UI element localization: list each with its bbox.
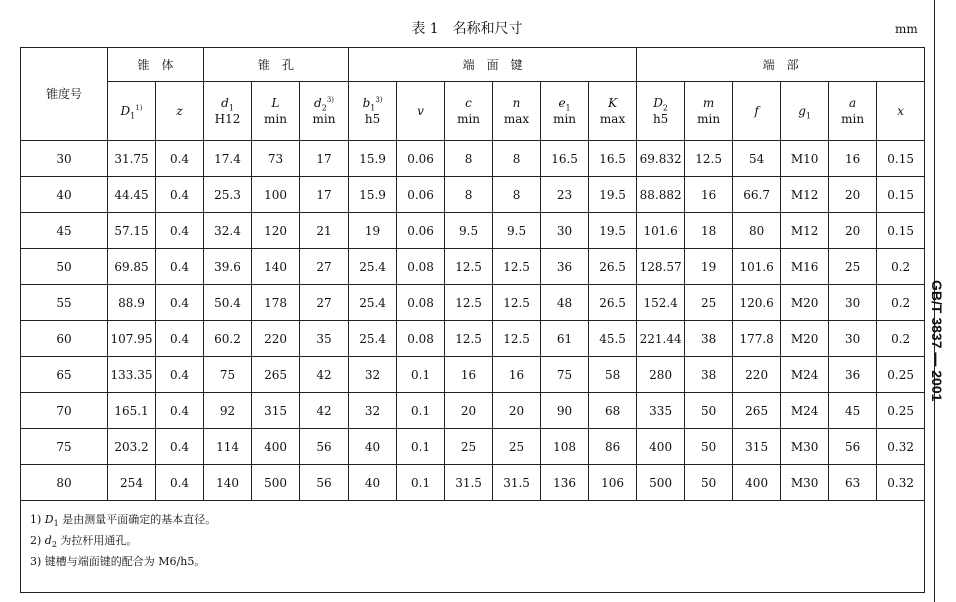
value-cell: 106 (589, 465, 637, 501)
value-cell: 108 (541, 429, 589, 465)
value-cell: 56 (300, 465, 349, 501)
value-cell: 0.1 (397, 393, 445, 429)
value-cell: M30 (781, 429, 829, 465)
value-cell: 203.2 (108, 429, 156, 465)
header-symbol-cell (541, 82, 589, 141)
footnote-ref: 3) (326, 96, 335, 104)
header-symbol-cell (445, 82, 493, 141)
footnote-ref: 1) (135, 104, 143, 112)
value-cell: 57.15 (108, 213, 156, 249)
value-cell: 16 (685, 177, 733, 213)
value-cell: 0.4 (156, 177, 204, 213)
value-cell: 12.5 (445, 321, 493, 357)
value-cell: 0.32 (877, 465, 925, 501)
value-cell: 15.9 (349, 177, 397, 213)
value-cell: 30 (541, 213, 589, 249)
footnote-line (30, 509, 924, 530)
symbol: v (417, 104, 424, 118)
value-cell: 8 (493, 177, 541, 213)
header-symbol-cell (781, 82, 829, 141)
value-cell: 220 (733, 357, 781, 393)
symbol-line (108, 103, 155, 119)
taper-number-cell: 55 (21, 285, 108, 321)
symbol: f (754, 104, 759, 118)
value-cell: M12 (781, 213, 829, 249)
value-cell: 16.5 (541, 141, 589, 177)
header-symbol-cell (829, 82, 877, 141)
value-cell: 165.1 (108, 393, 156, 429)
value-cell: 265 (252, 357, 300, 393)
value-cell: 16 (493, 357, 541, 393)
symbol-line (589, 95, 636, 111)
value-cell: 107.95 (108, 321, 156, 357)
symbol: n (512, 96, 521, 110)
value-cell: 19.5 (589, 213, 637, 249)
symbol-line (204, 95, 251, 111)
value-cell: M16 (781, 249, 829, 285)
value-cell: 0.4 (156, 213, 204, 249)
value-cell: 8 (445, 177, 493, 213)
symbol: a (849, 96, 857, 110)
symbol-line (397, 103, 444, 119)
value-cell: 20 (445, 393, 493, 429)
value-cell: 25 (493, 429, 541, 465)
value-cell: 56 (829, 429, 877, 465)
value-cell: 50 (685, 465, 733, 501)
value-cell: 0.1 (397, 429, 445, 465)
header-symbol-cell (877, 82, 925, 141)
taper-number-cell: 65 (21, 357, 108, 393)
value-cell: 66.7 (733, 177, 781, 213)
value-cell: 335 (637, 393, 685, 429)
value-cell: 280 (637, 357, 685, 393)
value-cell: 42 (300, 393, 349, 429)
value-cell: 140 (252, 249, 300, 285)
value-cell: 136 (541, 465, 589, 501)
table-row (21, 393, 925, 429)
value-cell: 31.5 (493, 465, 541, 501)
value-cell: 25 (829, 249, 877, 285)
value-cell: M30 (781, 465, 829, 501)
symbol: c (465, 96, 472, 110)
symbol-subscript: 2 (321, 103, 327, 113)
footnote-ref: 3) (375, 96, 383, 104)
footnote-text: 是由测量平面确定的基本直径。 (58, 513, 217, 526)
value-cell: 0.25 (877, 357, 925, 393)
value-cell: 88.882 (637, 177, 685, 213)
value-cell: 88.9 (108, 285, 156, 321)
header-group-row (21, 48, 925, 82)
value-cell: 36 (829, 357, 877, 393)
value-cell: 23 (541, 177, 589, 213)
value-cell: 75 (204, 357, 252, 393)
value-cell: 0.06 (397, 141, 445, 177)
dimensions-table (20, 47, 925, 593)
symbol-subscript: 2 (662, 103, 668, 113)
table-row (21, 177, 925, 213)
value-cell: 0.4 (156, 141, 204, 177)
value-cell: 9.5 (445, 213, 493, 249)
value-cell: 40 (349, 429, 397, 465)
value-cell: 61 (541, 321, 589, 357)
value-cell: 20 (829, 177, 877, 213)
value-cell: M20 (781, 285, 829, 321)
value-cell: 254 (108, 465, 156, 501)
tolerance-label: min (312, 112, 336, 126)
value-cell: 128.57 (637, 249, 685, 285)
value-cell: 265 (733, 393, 781, 429)
value-cell: 69.832 (637, 141, 685, 177)
symbol: D (120, 104, 131, 118)
footnote-prefix: 1) (30, 513, 45, 526)
symbol-subscript: 1 (130, 111, 136, 121)
taper-number-cell: 70 (21, 393, 108, 429)
value-cell: 140 (204, 465, 252, 501)
value-cell: 54 (733, 141, 781, 177)
symbol: K (608, 96, 618, 110)
header-symbol-cell (685, 82, 733, 141)
symbol-line (252, 95, 299, 111)
value-cell: M20 (781, 321, 829, 357)
value-cell: 0.08 (397, 249, 445, 285)
tolerance-label: max (599, 112, 626, 126)
value-cell: 101.6 (637, 213, 685, 249)
value-cell: 0.2 (877, 249, 925, 285)
symbol: b (362, 96, 371, 110)
value-cell: 20 (493, 393, 541, 429)
value-cell: 38 (685, 321, 733, 357)
table-row (21, 285, 925, 321)
symbol: L (271, 96, 280, 110)
tolerance-label: h5 (364, 112, 381, 126)
table-row (21, 141, 925, 177)
unit-label: mm (895, 22, 918, 36)
value-cell: 12.5 (493, 321, 541, 357)
value-cell: 44.45 (108, 177, 156, 213)
value-cell: 50.4 (204, 285, 252, 321)
header-symbol-row (21, 82, 925, 141)
value-cell: 9.5 (493, 213, 541, 249)
value-cell: 0.2 (877, 285, 925, 321)
value-cell: 63 (829, 465, 877, 501)
taper-number-cell: 40 (21, 177, 108, 213)
value-cell: 12.5 (493, 285, 541, 321)
footnote-text: 键槽与端面键的配合为 M6/h5。 (44, 555, 206, 568)
value-cell: 152.4 (637, 285, 685, 321)
symbol: D (653, 96, 663, 110)
value-cell: 17 (300, 177, 349, 213)
value-cell: 0.1 (397, 465, 445, 501)
symbol-line (156, 103, 203, 119)
table-row (21, 465, 925, 501)
value-cell: 50 (685, 393, 733, 429)
table-row (21, 213, 925, 249)
value-cell: 0.1 (397, 357, 445, 393)
value-cell: 16.5 (589, 141, 637, 177)
value-cell: 0.08 (397, 285, 445, 321)
value-cell: 0.15 (877, 141, 925, 177)
taper-number-cell: 45 (21, 213, 108, 249)
symbol-line (300, 95, 348, 111)
value-cell: 90 (541, 393, 589, 429)
value-cell: 8 (493, 141, 541, 177)
tolerance-label: min (553, 112, 577, 126)
table-row (21, 357, 925, 393)
symbol-line (493, 95, 540, 111)
standard-number-label: GB/T 3837 — 2001 (929, 280, 945, 402)
footnote-line (30, 551, 924, 572)
value-cell: 133.35 (108, 357, 156, 393)
value-cell: 17 (300, 141, 349, 177)
value-cell: 20 (829, 213, 877, 249)
tolerance-label: min (697, 112, 721, 126)
value-cell: 30 (829, 285, 877, 321)
value-cell: M10 (781, 141, 829, 177)
value-cell: 48 (541, 285, 589, 321)
taper-number-cell: 30 (21, 141, 108, 177)
value-cell: 0.08 (397, 321, 445, 357)
value-cell: 25 (445, 429, 493, 465)
footnote-prefix: 2) (30, 534, 45, 547)
tolerance-label: max (503, 112, 530, 126)
value-cell: 69.85 (108, 249, 156, 285)
header-symbol-cell (637, 82, 685, 141)
value-cell: 39.6 (204, 249, 252, 285)
symbol-line (349, 95, 396, 111)
value-cell: 25 (685, 285, 733, 321)
footnotes (21, 501, 925, 593)
symbol: z (176, 104, 183, 118)
header-group-face-key: 端 面 键 (349, 48, 637, 82)
header-symbol-cell (349, 82, 397, 141)
value-cell: 500 (637, 465, 685, 501)
symbol: d (221, 96, 229, 110)
value-cell: 0.4 (156, 321, 204, 357)
value-cell: 177.8 (733, 321, 781, 357)
header-symbol-cell (397, 82, 445, 141)
value-cell: 19 (349, 213, 397, 249)
value-cell: 12.5 (445, 285, 493, 321)
taper-number-cell: 80 (21, 465, 108, 501)
tolerance-label: h5 (652, 112, 669, 126)
symbol: d (314, 96, 322, 110)
value-cell: 17.4 (204, 141, 252, 177)
footnote-text: 为拉杆用通孔。 (56, 534, 138, 547)
value-cell: 50 (685, 429, 733, 465)
value-cell: 25.4 (349, 285, 397, 321)
taper-number-cell: 75 (21, 429, 108, 465)
value-cell: 114 (204, 429, 252, 465)
tolerance-label: min (841, 112, 865, 126)
header-group-end: 端 部 (637, 48, 925, 82)
header-symbol-cell (252, 82, 300, 141)
value-cell: 80 (733, 213, 781, 249)
value-cell: 0.4 (156, 393, 204, 429)
table-row (21, 249, 925, 285)
value-cell: 0.4 (156, 249, 204, 285)
value-cell: 35 (300, 321, 349, 357)
value-cell: 120.6 (733, 285, 781, 321)
symbol-line (733, 103, 780, 119)
symbol-subscript: 1 (805, 111, 812, 121)
symbol-line (685, 95, 732, 111)
tolerance-label: H12 (214, 112, 241, 126)
value-cell: 31.75 (108, 141, 156, 177)
value-cell: 19 (685, 249, 733, 285)
footnote-symbol: d (44, 534, 52, 547)
value-cell: 16 (829, 141, 877, 177)
symbol-subscript: 1 (370, 103, 376, 113)
header-symbol-cell (493, 82, 541, 141)
header-symbol-cell (156, 82, 204, 141)
value-cell: 56 (300, 429, 349, 465)
value-cell: 73 (252, 141, 300, 177)
value-cell: 0.4 (156, 429, 204, 465)
tolerance-label: min (457, 112, 481, 126)
value-cell: 0.2 (877, 321, 925, 357)
value-cell: 19.5 (589, 177, 637, 213)
symbol: e (558, 96, 566, 110)
value-cell: 25.4 (349, 249, 397, 285)
header-symbol-cell (733, 82, 781, 141)
value-cell: 315 (252, 393, 300, 429)
value-cell: 27 (300, 249, 349, 285)
value-cell: 32 (349, 357, 397, 393)
symbol-line (829, 95, 876, 111)
value-cell: 12.5 (493, 249, 541, 285)
value-cell: 0.15 (877, 213, 925, 249)
header-symbol-cell (204, 82, 252, 141)
table-title: 表 1 名称和尺寸 (411, 21, 523, 37)
taper-number-cell: 60 (21, 321, 108, 357)
value-cell: 400 (252, 429, 300, 465)
value-cell: 0.32 (877, 429, 925, 465)
symbol-line (445, 95, 492, 111)
value-cell: 0.4 (156, 357, 204, 393)
value-cell: 8 (445, 141, 493, 177)
value-cell: 18 (685, 213, 733, 249)
value-cell: 45.5 (589, 321, 637, 357)
value-cell: 38 (685, 357, 733, 393)
value-cell: 92 (204, 393, 252, 429)
footnote-line (30, 530, 924, 551)
table-row (21, 321, 925, 357)
value-cell: 15.9 (349, 141, 397, 177)
footnote-symbol: D (44, 513, 54, 526)
symbol-line (877, 103, 924, 119)
symbol-line (781, 103, 828, 119)
tolerance-label: min (264, 112, 287, 126)
header-group-cone-hole: 锥 孔 (204, 48, 349, 82)
value-cell: 0.25 (877, 393, 925, 429)
footnote-subscript: 2 (51, 540, 57, 550)
value-cell: 0.4 (156, 465, 204, 501)
value-cell: 86 (589, 429, 637, 465)
value-cell: 178 (252, 285, 300, 321)
value-cell: 75 (541, 357, 589, 393)
header-taper-number: 锥度号 (21, 48, 108, 141)
value-cell: 31.5 (445, 465, 493, 501)
header-group-cone-body: 锥 体 (108, 48, 204, 82)
symbol-line (541, 95, 588, 111)
value-cell: M24 (781, 393, 829, 429)
value-cell: 0.15 (877, 177, 925, 213)
header-symbol-cell (300, 82, 349, 141)
value-cell: 25.4 (349, 321, 397, 357)
value-cell: 500 (252, 465, 300, 501)
value-cell: 0.06 (397, 213, 445, 249)
value-cell: 68 (589, 393, 637, 429)
value-cell: 32 (349, 393, 397, 429)
value-cell: 30 (829, 321, 877, 357)
value-cell: 40 (349, 465, 397, 501)
value-cell: 26.5 (589, 249, 637, 285)
value-cell: 36 (541, 249, 589, 285)
value-cell: 60.2 (204, 321, 252, 357)
value-cell: M12 (781, 177, 829, 213)
symbol: x (897, 104, 905, 118)
value-cell: 315 (733, 429, 781, 465)
value-cell: 21 (300, 213, 349, 249)
value-cell: 27 (300, 285, 349, 321)
symbol-subscript: 1 (565, 103, 571, 113)
value-cell: 42 (300, 357, 349, 393)
header-symbol-cell (108, 82, 156, 141)
value-cell: 400 (733, 465, 781, 501)
value-cell: 12.5 (685, 141, 733, 177)
footnote-subscript: 1 (53, 519, 59, 529)
table-row (21, 429, 925, 465)
value-cell: 100 (252, 177, 300, 213)
value-cell: 221.44 (637, 321, 685, 357)
value-cell: 0.06 (397, 177, 445, 213)
taper-number-cell: 50 (21, 249, 108, 285)
value-cell: 0.4 (156, 285, 204, 321)
value-cell: 58 (589, 357, 637, 393)
value-cell: 12.5 (445, 249, 493, 285)
symbol: g (798, 104, 806, 118)
value-cell: M24 (781, 357, 829, 393)
footnote-prefix: 3) (30, 555, 45, 568)
value-cell: 101.6 (733, 249, 781, 285)
value-cell: 400 (637, 429, 685, 465)
value-cell: 16 (445, 357, 493, 393)
symbol-subscript: 1 (228, 103, 234, 113)
value-cell: 120 (252, 213, 300, 249)
header-symbol-cell (589, 82, 637, 141)
value-cell: 26.5 (589, 285, 637, 321)
value-cell: 32.4 (204, 213, 252, 249)
symbol-line (637, 95, 684, 111)
value-cell: 25.3 (204, 177, 252, 213)
symbol: m (702, 96, 715, 110)
value-cell: 45 (829, 393, 877, 429)
value-cell: 220 (252, 321, 300, 357)
